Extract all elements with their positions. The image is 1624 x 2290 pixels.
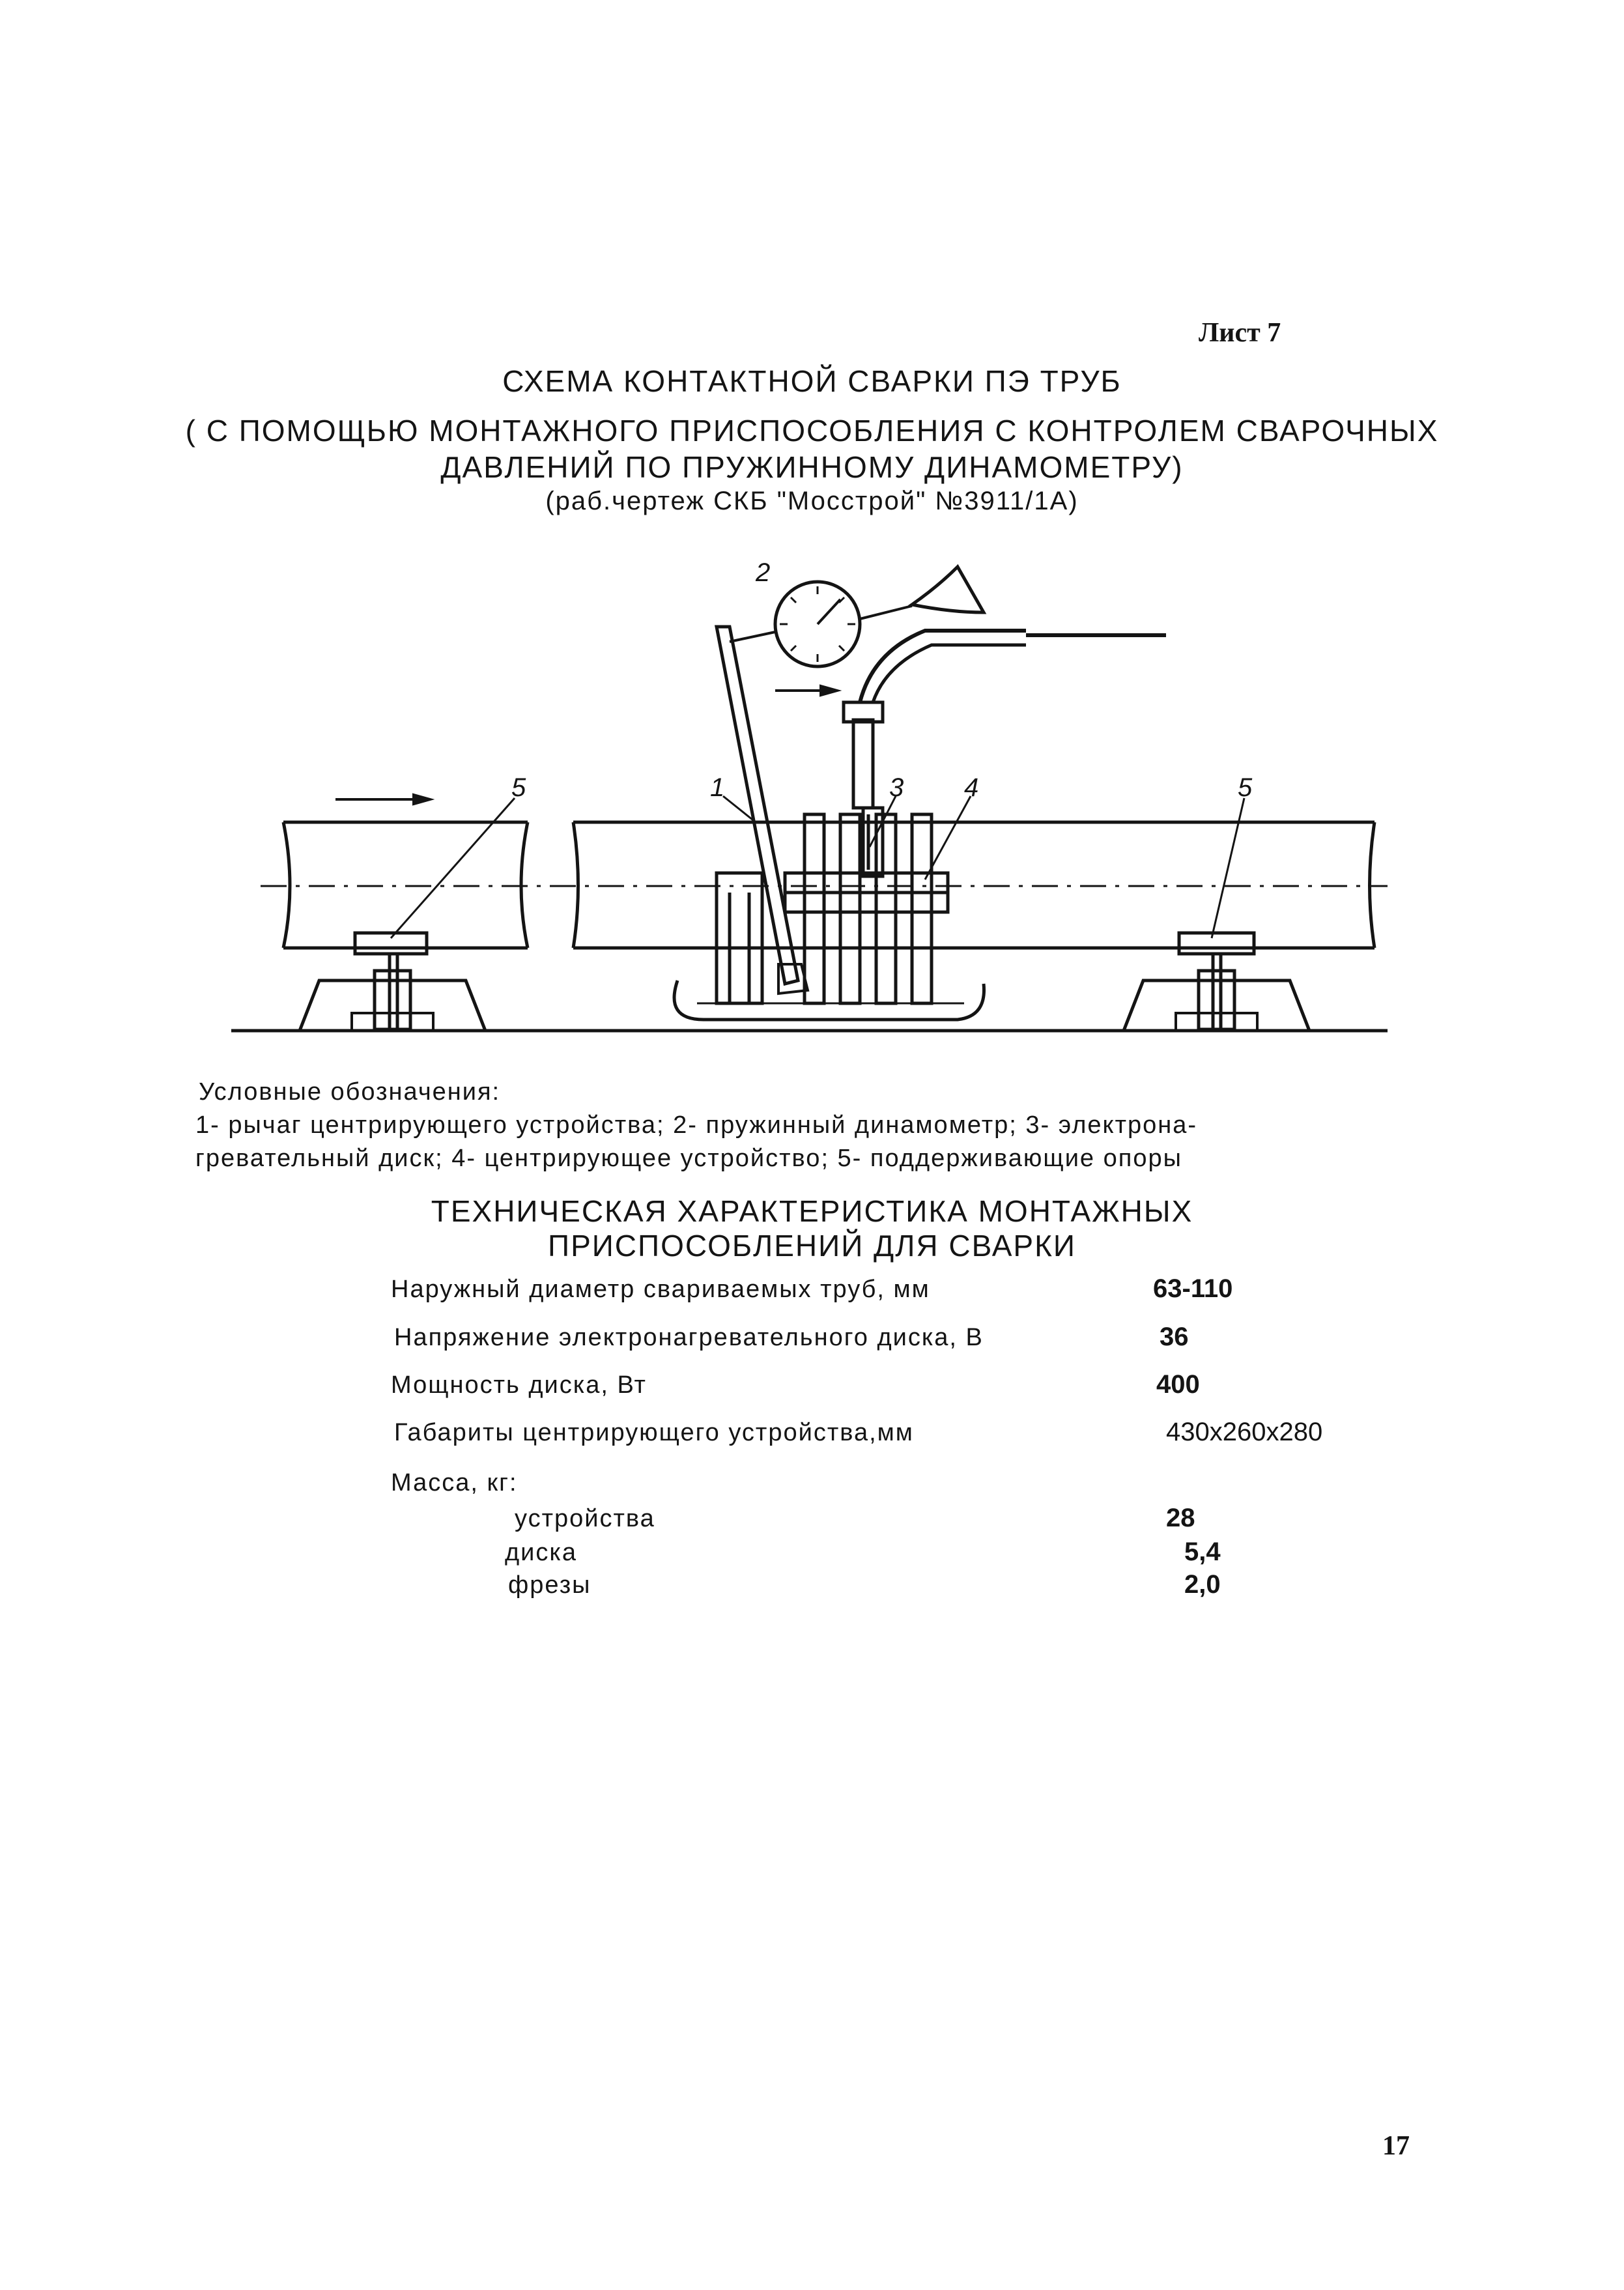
spec-title-line-1: ТЕХНИЧЕСКАЯ ХАРАКТЕРИСТИКА МОНТАЖНЫХ <box>431 1194 1193 1228</box>
callout-3: 3 <box>889 773 904 802</box>
title-line-2: ( С ПОМОЩЬЮ МОНТАЖНОГО ПРИСПОСОБЛЕНИЯ С КОНТРОЛЕМ СВАРОЧНЫХ <box>185 414 1439 448</box>
spec-label-mass-cutter: фрезы <box>508 1571 591 1599</box>
spec-label-mass: Масса, кг: <box>391 1469 518 1496</box>
legend-line-1: 1- рычаг центрирующего устройства; 2- пружинный динамометр; 3- электрона- <box>195 1111 1198 1139</box>
hose <box>860 631 1026 702</box>
spec-label-diameter: Наружный диаметр свариваемых труб, мм <box>391 1276 930 1303</box>
spec-value-mass-cutter: 2,0 <box>1184 1570 1221 1599</box>
spec-value-dimensions: 430x260x280 <box>1166 1418 1323 1446</box>
legend-heading: Условные обозначения: <box>199 1078 501 1106</box>
plug <box>912 567 984 612</box>
spec-label-dimensions: Габариты центрирующего устройства,мм <box>394 1419 914 1446</box>
spec-label-mass-device: устройства <box>515 1505 655 1532</box>
title-line-4: (раб.чертеж СКБ "Мосстрой" №3911/1А) <box>545 487 1079 515</box>
callout-4: 4 <box>964 773 979 802</box>
callout-5-left: 5 <box>511 773 526 802</box>
spec-title-line-2: ПРИСПОСОБЛЕНИЙ ДЛЯ СВАРКИ <box>548 1229 1076 1263</box>
spec-label-power: Мощность диска, Вт <box>391 1371 647 1399</box>
spec-value-voltage: 36 <box>1160 1323 1189 1351</box>
callout-2: 2 <box>756 558 771 587</box>
title-line-3: ДАВЛЕНИЙ ПО ПРУЖИННОМУ ДИНАМОМЕТРУ) <box>440 450 1184 484</box>
centering-device <box>717 814 948 1003</box>
sheet-label: Лист 7 <box>1199 318 1281 348</box>
welding-scheme-diagram <box>0 0 1624 1068</box>
spec-value-power: 400 <box>1156 1370 1200 1399</box>
legend-line-2: гревательный диск; 4- центрирующее устройство; 5- поддерживающие опоры <box>195 1145 1182 1172</box>
spec-value-mass-device: 28 <box>1166 1504 1195 1532</box>
spec-label-voltage: Напряжение электронагревательного диска, В <box>394 1324 984 1351</box>
sled-base <box>674 980 984 1020</box>
spec-label-mass-disk: диска <box>505 1539 577 1566</box>
title-line-1: СХЕМА КОНТАКТНОЙ СВАРКИ ПЭ ТРУБ <box>502 364 1122 398</box>
spec-value-mass-disk: 5,4 <box>1184 1538 1221 1566</box>
spec-value-diameter: 63-110 <box>1153 1274 1233 1303</box>
page-number: 17 <box>1382 2131 1410 2161</box>
callout-5-right: 5 <box>1238 773 1253 802</box>
callout-1: 1 <box>710 773 725 802</box>
